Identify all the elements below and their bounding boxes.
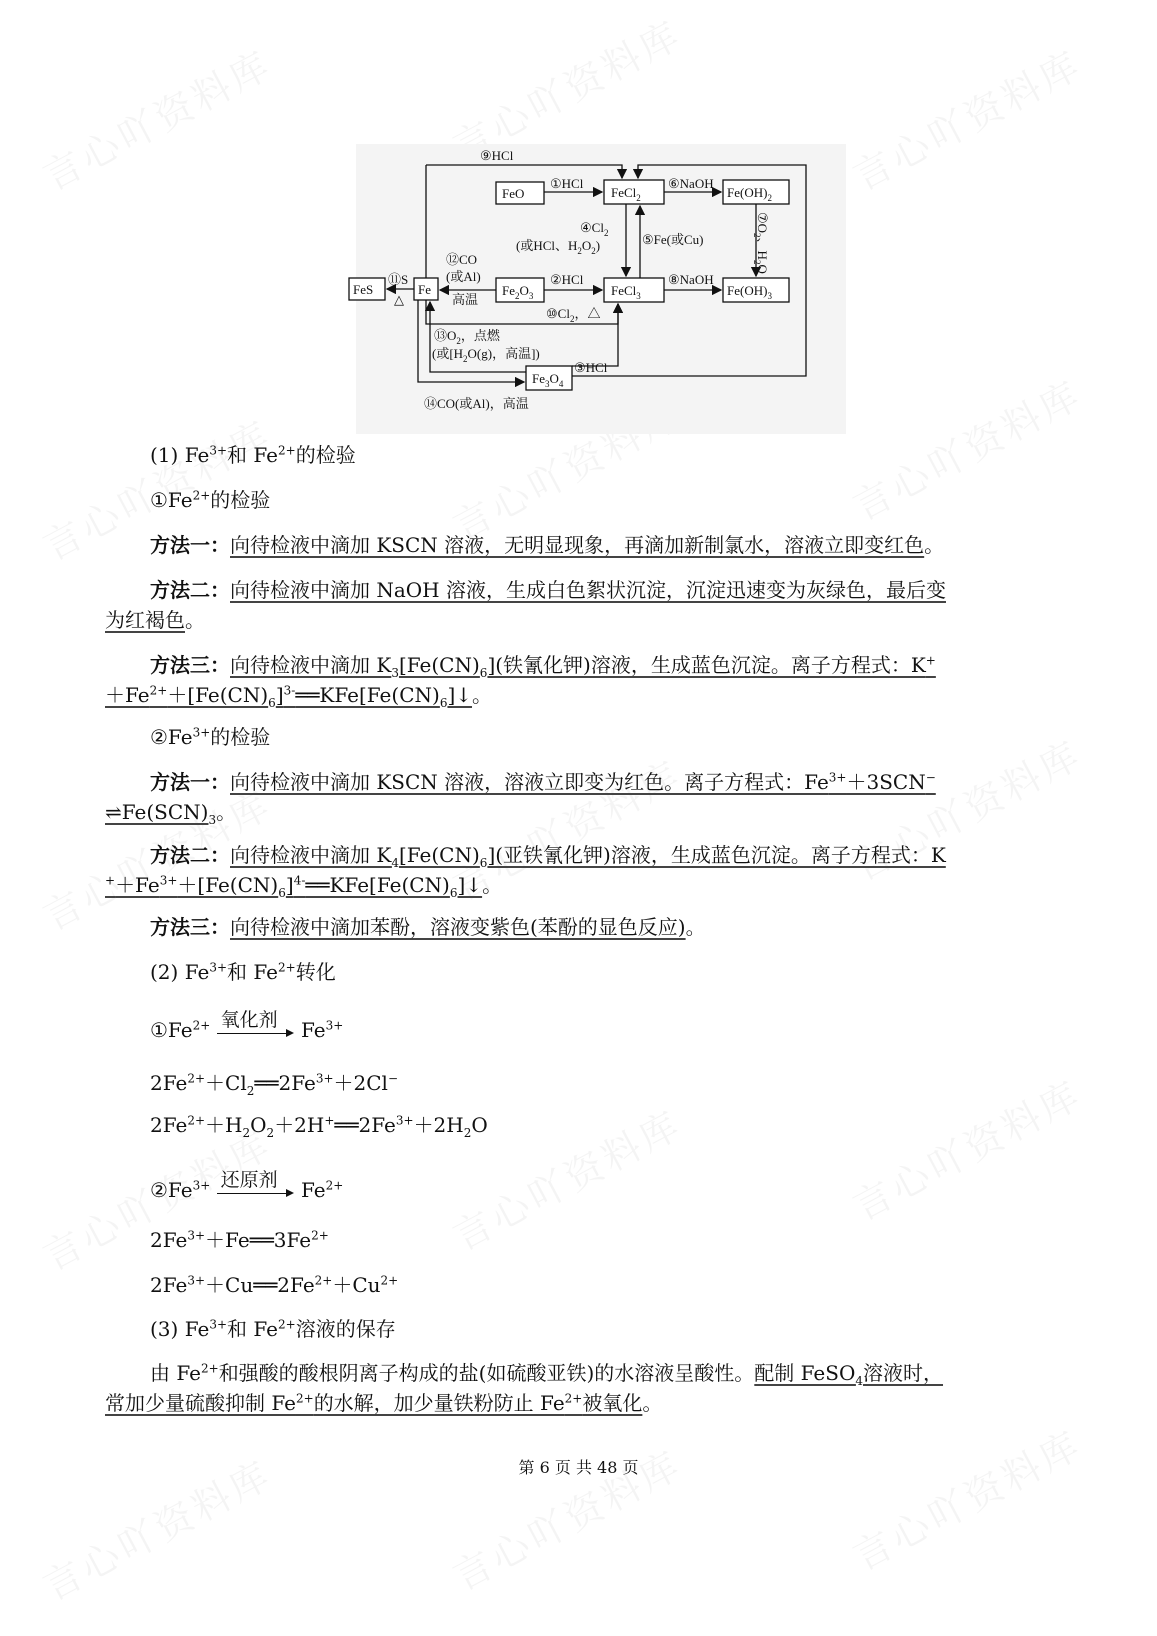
label-r4b: (或HCl、$H_2O_2$): [516, 238, 601, 256]
watermark: [32, 34, 280, 201]
label-r6: ⑥NaOH: [668, 176, 714, 191]
method-1-fe3-cont: $\rightleftharpoons Fe(SCN)_3$。: [105, 800, 237, 827]
method-3-fe2-cont: $+Fe^{2+}+[Fe(CN)_6]^{3-}══KFe[Fe(CN)_6]↓$。: [105, 683, 493, 710]
label-r8: ⑧NaOH: [668, 272, 714, 287]
label-r2: ②HCl: [550, 272, 584, 287]
label-r3: ③HCl: [574, 360, 608, 375]
iron-conversion-diagram: [353, 144, 846, 434]
watermark: [842, 34, 1090, 201]
subsection-fe2-test: $①Fe^{2+}$的检验: [150, 488, 271, 512]
diagram-svg: [353, 144, 846, 434]
label-r11: ⑪S: [388, 272, 409, 287]
equation-3: $2Fe^{3+}+Fe══3Fe^{2+}$: [150, 1228, 329, 1252]
label-r12: ⑫CO: [446, 252, 478, 267]
section-1-title: (1) $Fe^{3+}$和 $Fe^{2+}$的检验: [150, 443, 356, 467]
node-feo: FeO: [502, 186, 525, 201]
svg-text:⑦O2、H2O: $⑦O_2$、$H_2O$: [752, 212, 770, 274]
label-r13c: (或[$H_2O(g)$，高温]): [432, 346, 540, 364]
storage-paragraph: 由 $Fe^{2+}$和强酸的酸根阴离子构成的盐(如硫酸亚铁)的水溶液呈酸性。配制 FeSO$_4$溶液时，: [150, 1361, 944, 1388]
page-footer: 第 6 页 共 48 页: [518, 1458, 639, 1477]
label-r12c: 高温: [452, 292, 479, 307]
equation-1: $2Fe^{2+}+Cl_2══2Fe^{3+}+2Cl^-$: [150, 1071, 399, 1098]
method-2-fe3: 方法二：向待检液中滴加 $K_4[Fe(CN)_6]$(亚铁氰化钾)溶液，生成蓝色沉淀。离子方程式：K: [150, 843, 946, 870]
method-2-fe3-cont: $^++Fe^{3+}+[Fe(CN)_6]^{4-}══KFe[Fe(CN)_6]↓$。: [105, 873, 503, 900]
label-r14: ⑭CO(或Al)，高温: [424, 396, 529, 411]
label-r5: ⑤Fe(或Cu): [642, 232, 704, 247]
oxidation-arrow: 氧化剂: [217, 1019, 295, 1045]
equation-2: $2Fe^{2+}+H_2O_2+2H^+══2Fe^{3+}+2H_2O$: [150, 1113, 488, 1140]
label-r10: $⑩Cl_2$，△: [546, 306, 601, 324]
equation-4: $2Fe^{3+}+Cu══2Fe^{2+}+Cu^{2+}$: [150, 1273, 399, 1297]
node-fes: FeS: [353, 282, 374, 297]
method-1-fe2: 方法一：向待检液中滴加 KSCN 溶液，无明显现象，再滴加新制氯水，溶液立即变红色。: [150, 533, 945, 557]
method-2-fe2: 方法二：向待检液中滴加 NaOH 溶液，生成白色絮状沉淀，沉淀迅速变为灰绿色，最后变: [150, 578, 946, 602]
node-fe: Fe: [418, 282, 431, 297]
subsection-fe3-test: $②Fe^{3+}$的检验: [150, 725, 271, 749]
method-3-fe3: 方法三：向待检液中滴加苯酚，溶液变紫色(苯酚的显色反应)。: [150, 915, 706, 939]
node-fe2o3: $Fe_2O_3$: [502, 283, 534, 301]
label-r13: $⑬O_2$，点燃: [434, 328, 500, 346]
label-r12b: (或Al): [446, 269, 481, 284]
label-r4: $④Cl_2$: [580, 220, 609, 238]
node-fe3o4: $Fe_3O_4$: [532, 371, 564, 389]
section-3-title: (3) $Fe^{3+}$和 $Fe^{2+}$溶液的保存: [150, 1317, 396, 1341]
conversion-oxidation: $①Fe^{2+}$ 氧化剂 $Fe^{3+}$: [150, 1015, 1105, 1045]
storage-paragraph-cont: 常加少量硫酸抑制 $Fe^{2+}$的水解，加少量铁粉防止 $Fe^{2+}$被氧化。: [105, 1391, 663, 1415]
method-1-fe3: 方法一：向待检液中滴加 KSCN 溶液，溶液立即变为红色。离子方程式：$Fe^{3+}+3SCN^-$: [150, 770, 936, 794]
node-feoh3: $Fe(OH)_3$: [727, 283, 772, 301]
node-fecl3: FeCl$_3$: [611, 283, 641, 301]
label-r7: [752, 212, 770, 274]
label-triangle: △: [394, 292, 404, 307]
conversion-reduction: $②Fe^{3+}$ 还原剂 $Fe^{2+}$: [150, 1175, 1105, 1205]
reduction-arrow: 还原剂: [217, 1179, 295, 1205]
node-feoh2: $Fe(OH)_2$: [727, 185, 772, 203]
label-r1: ①HCl: [550, 176, 584, 191]
node-fecl2: FeCl$_2$: [611, 185, 641, 203]
watermark: [842, 1414, 1090, 1581]
section-2-title: (2) $Fe^{3+}$和 $Fe^{2+}$转化: [150, 960, 336, 984]
method-3-fe2: 方法三：向待检液中滴加 $K_3[Fe(CN)_6]$(铁氰化钾)溶液，生成蓝色沉淀。离子方程式：K+: [150, 653, 936, 680]
label-r9: ⑨HCl: [480, 148, 514, 163]
method-2-fe2-cont: 为红褐色。: [105, 608, 205, 632]
